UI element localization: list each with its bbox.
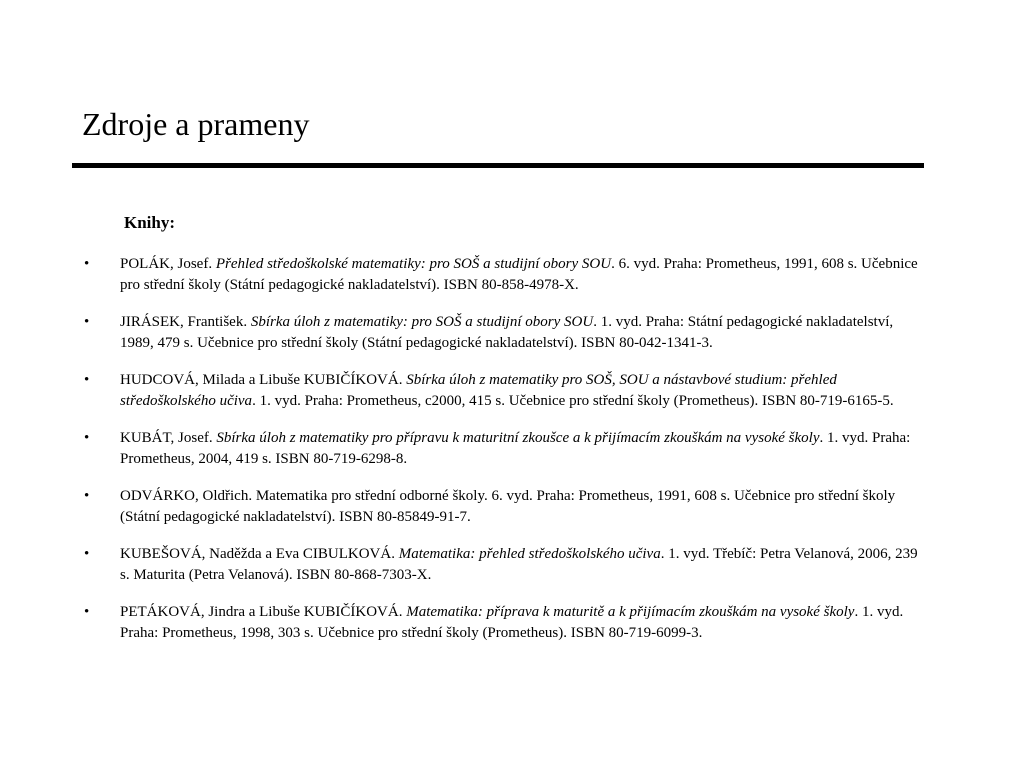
book-entry-petakova <box>0 602 920 644</box>
title-divider <box>72 163 924 168</box>
book-author: POLÁK, Josef. <box>120 256 216 272</box>
book-title: Matematika: přehled středoškolského učiva <box>398 546 661 562</box>
book-citation <box>120 604 903 641</box>
book-list <box>0 254 1024 660</box>
book-citation <box>120 430 910 467</box>
book-author: JIRÁSEK, František. <box>120 314 251 330</box>
book-author: KUBÁT, Josef. <box>120 430 217 446</box>
book-title: Sbírka úloh z matematiky: pro SOŠ a studijní obory SOU <box>250 314 594 330</box>
bullet-glyph: • <box>84 256 90 272</box>
book-entry-kubat <box>0 428 920 470</box>
book-entry-odvarko <box>0 486 920 528</box>
book-author: PETÁKOVÁ, Jindra a Libuše KUBIČÍKOVÁ. <box>120 604 407 620</box>
bullet-glyph: • <box>84 314 90 330</box>
book-title: Přehled středoškolské matematiky: pro SOŠ a studijní obory SOU <box>215 256 612 272</box>
bullet-glyph: • <box>84 372 90 388</box>
book-details: . 1. vyd. Praha: Prometheus, 1998, 303 s. Učebnice pro střední školy (Prometheus). ISBN 80-719-6099-3. <box>120 604 904 641</box>
book-citation <box>120 314 893 351</box>
bullet-glyph: • <box>84 430 90 446</box>
book-entry-kubesova <box>0 544 920 586</box>
bullet-glyph: • <box>84 488 90 504</box>
book-details: . 1. vyd. Praha: Prometheus, c2000, 415 s. Učebnice pro střední školy (Prometheus). ISBN 80-719-6165-5. <box>252 393 894 409</box>
book-details: . 6. vyd. Praha: Prometheus, 1991, 608 s. Učebnice pro střední školy (Státní pedagogické nakladatelství). ISBN 80-858-4978-X. <box>120 256 918 293</box>
book-details: . 1. vyd. Praha: Prometheus, 2004, 419 s. ISBN 80-719-6298-8. <box>120 430 911 467</box>
book-title: Sbírka úloh z matematiky pro přípravu k maturitní zkoušce a k přijímacím zkouškám na vysoké školy <box>216 430 820 446</box>
book-entry-hudcova <box>0 370 920 412</box>
bullet-glyph: • <box>84 604 90 620</box>
book-title: Sbírka úloh z matematiky pro SOŠ, SOU a nástavbové studium: přehled středoškolského učiva <box>120 372 837 409</box>
book-citation <box>120 488 895 525</box>
book-citation <box>120 372 894 409</box>
book-author: KUBEŠOVÁ, Naděžda a Eva CIBULKOVÁ. <box>120 546 399 562</box>
book-citation <box>120 256 918 293</box>
section-heading-books: Knihy: <box>124 213 176 232</box>
book-title: Matematika: příprava k maturitě a k přijímacím zkouškám na vysoké školy <box>406 604 855 620</box>
book-details: . 1. vyd. Třebíč: Petra Velanová, 2006, 239 s. Maturita (Petra Velanová). ISBN 80-868-7303-X. <box>120 546 918 583</box>
book-citation <box>120 546 918 583</box>
book-entry-jirasek <box>0 312 920 354</box>
book-details: Matematika pro střední odborné školy. 6. vyd. Praha: Prometheus, 1991, 608 s. Učebnice pro střední školy (Státní pedagogické nakladatelství). ISBN 80-85849-91-7. <box>120 488 896 525</box>
book-author: ODVÁRKO, Oldřich. <box>120 488 256 504</box>
book-entry-polak <box>0 254 920 296</box>
page-title: Zdroje a prameny <box>82 106 310 142</box>
book-details: . 1. vyd. Praha: Státní pedagogické nakladatelství, 1989, 479 s. Učebnice pro střední školy (Státní pedagogické nakladatelství). ISBN 80-042-1341-3. <box>120 314 894 351</box>
book-author: HUDCOVÁ, Milada a Libuše KUBIČÍKOVÁ. <box>120 372 407 388</box>
bullet-glyph: • <box>84 546 90 562</box>
